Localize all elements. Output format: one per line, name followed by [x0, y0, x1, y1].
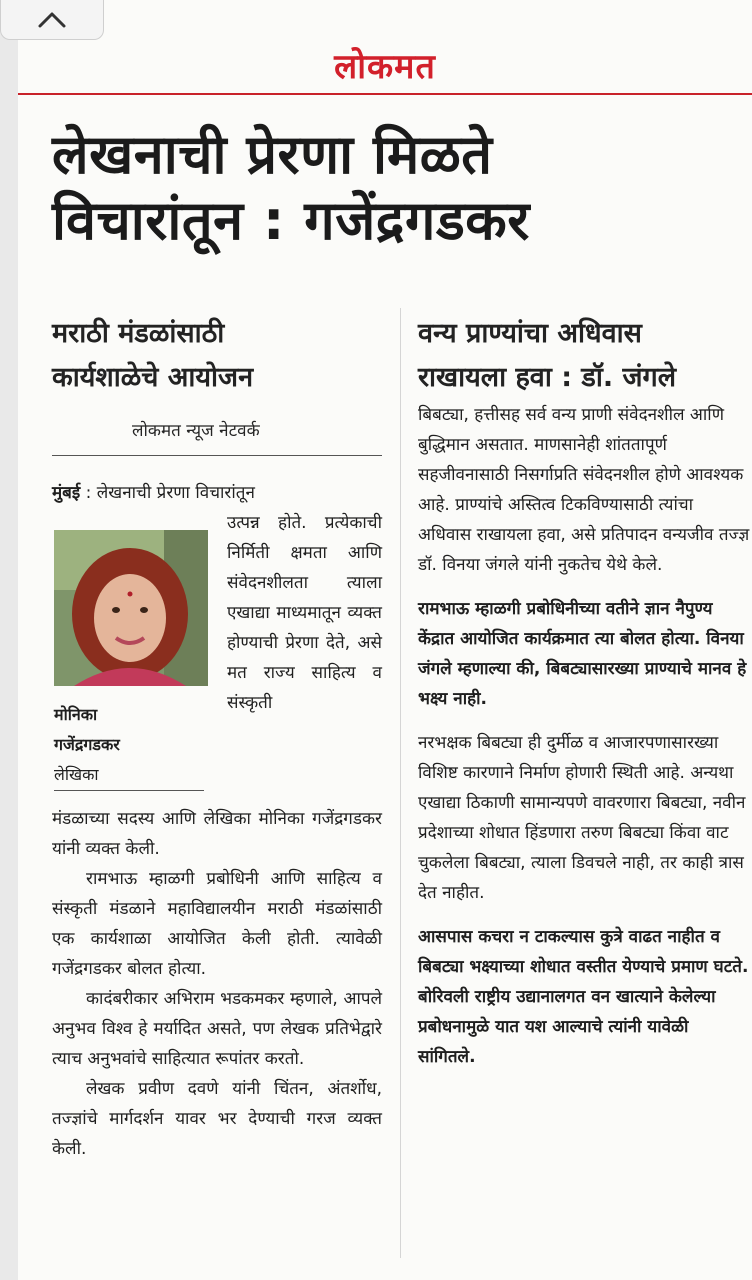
- lead-first-line: [52, 478, 382, 508]
- right-title-line-2: राखायला हवा : डॉ. जंगले: [418, 362, 677, 393]
- caption-rule: [54, 790, 204, 791]
- byline: लोकमत न्यूज नेटवर्क: [132, 421, 260, 441]
- headline-line-2: विचारांतून : गजेंद्रगडकर: [52, 189, 530, 252]
- left-story-title: [52, 312, 382, 400]
- column-divider: [400, 308, 401, 1258]
- right-paragraph-3: नरभक्षक बिबट्या ही दुर्मीळ व आजारपणासारख्या विशिष्ट कारणाने निर्माण होणारी स्थिती आहे. अन्यथा एखाद्या ठिकाणी सामान्यपणे वावरणारा बिबट्या, नवीन प्रदेशाच्या शोधात हिंडणारा तरुण बिबट्या किंवा वाट चुकलेला बिबट्या, त्याला डिवचले नाही, तर काही त्रास देत नाहीत.: [418, 733, 746, 903]
- left-paragraph-2: रामभाऊ म्हाळगी प्रबोधिनी आणि साहित्य व संस्कृती मंडळाने महाविद्यालयीन मराठी मंडळांसाठी एक कार्यशाळा आयोजित केली होती. त्यावेळी गजेंद्रगडकर बोलत होत्या.: [52, 869, 382, 979]
- masthead-logo: लोकमत: [334, 47, 436, 87]
- lead-block: [52, 478, 382, 804]
- photo-caption: [54, 700, 204, 790]
- lead-first-text: : लेखनाची प्रेरणा विचारांतून: [80, 483, 255, 503]
- masthead: [18, 36, 752, 94]
- left-paragraph-4: लेखक प्रवीण दवणे यांनी चिंतन, अंतर्शोध, तज्ज्ञांचे मार्गदर्शन यावर भर देण्याची गरज व्यक्त केली.: [52, 1079, 382, 1159]
- right-paragraph-2: रामभाऊ म्हाळगी प्रबोधिनीच्या वतीने ज्ञान नैपुण्य केंद्रात आयोजित कार्यक्रमात त्या बोलत होत्या. विनया जंगले म्हणाल्या की, बिबट्यासारख्या प्राण्याचे मानव हे भक्ष्य नाही.: [418, 599, 747, 709]
- right-title-line-1: वन्य प्राण्यांचा अधिवास: [418, 318, 642, 349]
- caption-name-2: गजेंद्रगडकर: [54, 735, 120, 754]
- chevron-up-icon: [35, 9, 69, 31]
- masthead-rule: [18, 93, 752, 95]
- right-paragraph-4: आसपास कचरा न टाकल्यास कुत्रे वाढत नाहीत व बिबट्या भक्ष्याच्या शोधात वस्तीत येण्याचे प्रमाण घटते. बोरिवली राष्ट्रीय उद्यानालगत वन खात्याने केलेल्या प्रबोधनामुळे यात यश आल्याचे त्यांनी यावेळी सांगितले.: [418, 927, 749, 1067]
- caption-role: लेखिका: [54, 765, 99, 784]
- headline-line-1: लेखनाची प्रेरणा मिळते: [52, 123, 493, 186]
- lead-tail: मंडळाच्या सदस्य आणि लेखिका मोनिका गजेंद्रगडकर यांनी व्यक्त केली.: [52, 809, 382, 859]
- dateline-city: मुंबई: [52, 483, 81, 503]
- left-title-line-2: कार्यशाळेचे आयोजन: [52, 362, 254, 393]
- newspaper-clipping: [18, 0, 752, 1280]
- right-paragraph-1: बिबट्या, हत्तीसह सर्व वन्य प्राणी संवेदनशील आणि बुद्धिमान असतात. माणसानेही शांततापूर्ण सहजीवनासाठी निसर्गाप्रति संवेदनशील होणे आवश्यक आहे. प्राण्यांचे अस्तित्व टिकविण्यासाठी त्यांचा अधिवास राखायला हवा, असे प्रतिपादन वन्यजीव तज्ज्ञ डॉ. विनया जंगले यांनी नुकतेच येथे केले.: [418, 405, 750, 575]
- author-photo: [54, 530, 208, 686]
- right-story-body: [418, 400, 750, 1086]
- caption-name-1: मोनिका: [54, 705, 98, 724]
- right-story-title: [418, 312, 748, 400]
- left-story-body: [52, 478, 382, 1164]
- left-paragraph-3: कादंबरीकार अभिराम भडकमकर म्हणाले, आपले अनुभव विश्व हे मर्यादित असते, पण लेखक प्रतिभेद्वारे त्याच अनुभवांचे साहित्यात रूपांतर करतो.: [52, 989, 382, 1069]
- left-title-line-1: मराठी मंडळांसाठी: [52, 318, 225, 349]
- main-headline: [52, 122, 742, 254]
- byline-rule: [52, 455, 382, 456]
- lead-rest: उत्पन्न होते. प्रत्येकाची निर्मिती क्षमता आणि संवेदनशीलता त्याला एखाद्या माध्यमातून व्यक्त होण्याची प्रेरणा देते, असे मत राज्य साहित्य व संस्कृती: [227, 513, 382, 713]
- collapse-button[interactable]: [0, 0, 104, 40]
